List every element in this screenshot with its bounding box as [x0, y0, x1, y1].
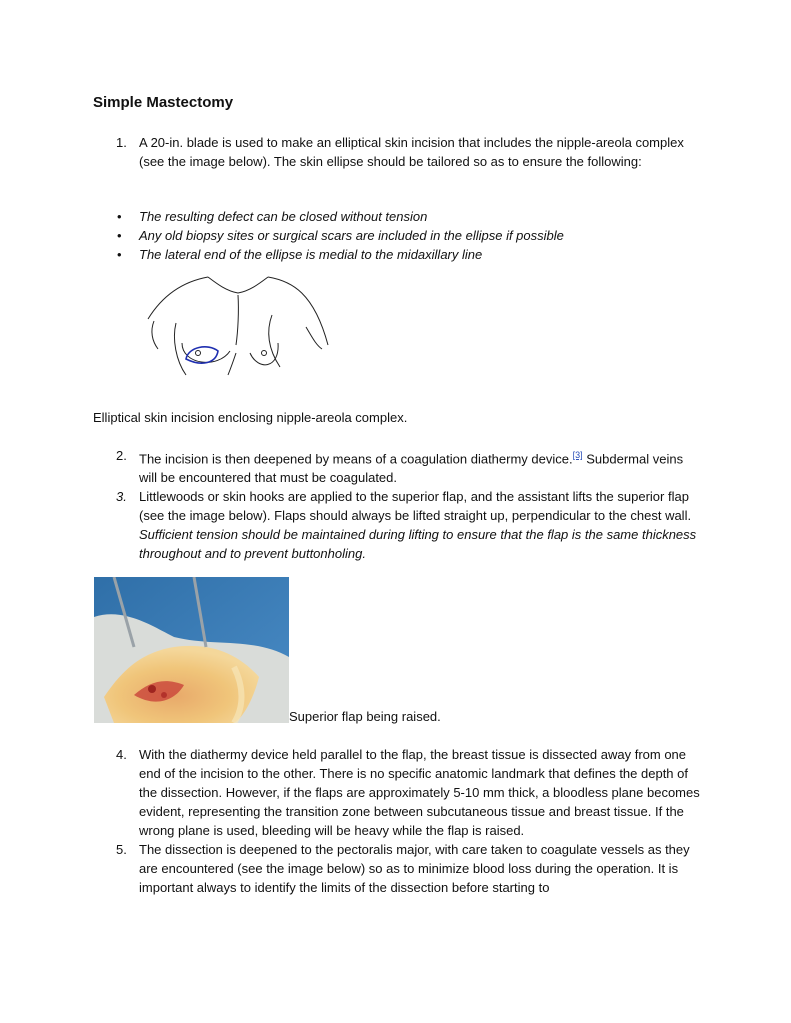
step-number: 1.	[116, 135, 127, 150]
step-number: 2.	[116, 448, 127, 463]
reference-link[interactable]: [3]	[572, 450, 583, 460]
step-3: 3. Littlewoods or skin hooks are applied to the superior flap, and the assistant lifts the superior flap (see the image below). Flaps should always be lifted straight up, perpendicular to the chest wall. Sufficient tension should be maintained during lifting to ensure that the flap is the same thickness throughout and to prevent buttonholing.	[116, 489, 697, 562]
step-5: 5. The dissection is deepened to the pectoralis major, with care taken to coagulate vessels as they are encountered (see the image below) so as to minimize blood loss during the operation. It is important always to identify the limits of the dissection before starting to	[116, 842, 690, 895]
step-1	[93, 133, 703, 171]
step-2: 2. The incision is then deepened by means of a coagulation diathermy device.[3] Subdermal veins will be encountered that must be coagulated.	[116, 448, 684, 486]
bullet-icon: •	[117, 228, 122, 243]
step-text: A 20-in. blade is used to make an elliptical skin incision that includes the nipple-areola complex (see the image below). The skin ellipse should be tailored so as to ensure the following:	[139, 135, 684, 169]
list-item: • The lateral end of the ellipse is medial to the midaxillary line	[117, 247, 483, 262]
step-number: 3.	[116, 489, 127, 505]
figure-caption: Superior flap being raised.	[289, 709, 441, 724]
step-number: 5.	[116, 842, 127, 857]
figure-caption: Elliptical skin incision enclosing nipple-areola complex.	[93, 410, 408, 425]
steps-4-5	[93, 745, 703, 897]
surgical-photo	[94, 577, 289, 723]
step-number: 4.	[116, 747, 127, 762]
page-title: Simple Mastectomy	[93, 94, 234, 111]
bullet-icon: •	[117, 247, 122, 262]
bullet-icon: •	[117, 209, 122, 224]
steps-2-3	[93, 446, 703, 563]
step-4: 4. With the diathermy device held parallel to the flap, the breast tissue is dissected away from one end of the incision to the other. There is no specific anatomic landmark that defines the depth of the dissection. However, if the flaps are approximately 5-10 mm thick, a bloodless plane becomes evident, representing the transition zone between subcutaneous tissue and breast tissue. If the wrong plane is used, bleeding will be heavy while the flap is raised.	[116, 747, 700, 838]
list-item: • Any old biopsy sites or surgical scars are included in the ellipse if possible	[117, 228, 564, 243]
incision-diagram	[146, 271, 330, 381]
bullet-list	[93, 207, 703, 264]
list-item: • The resulting defect can be closed without tension	[117, 209, 428, 224]
